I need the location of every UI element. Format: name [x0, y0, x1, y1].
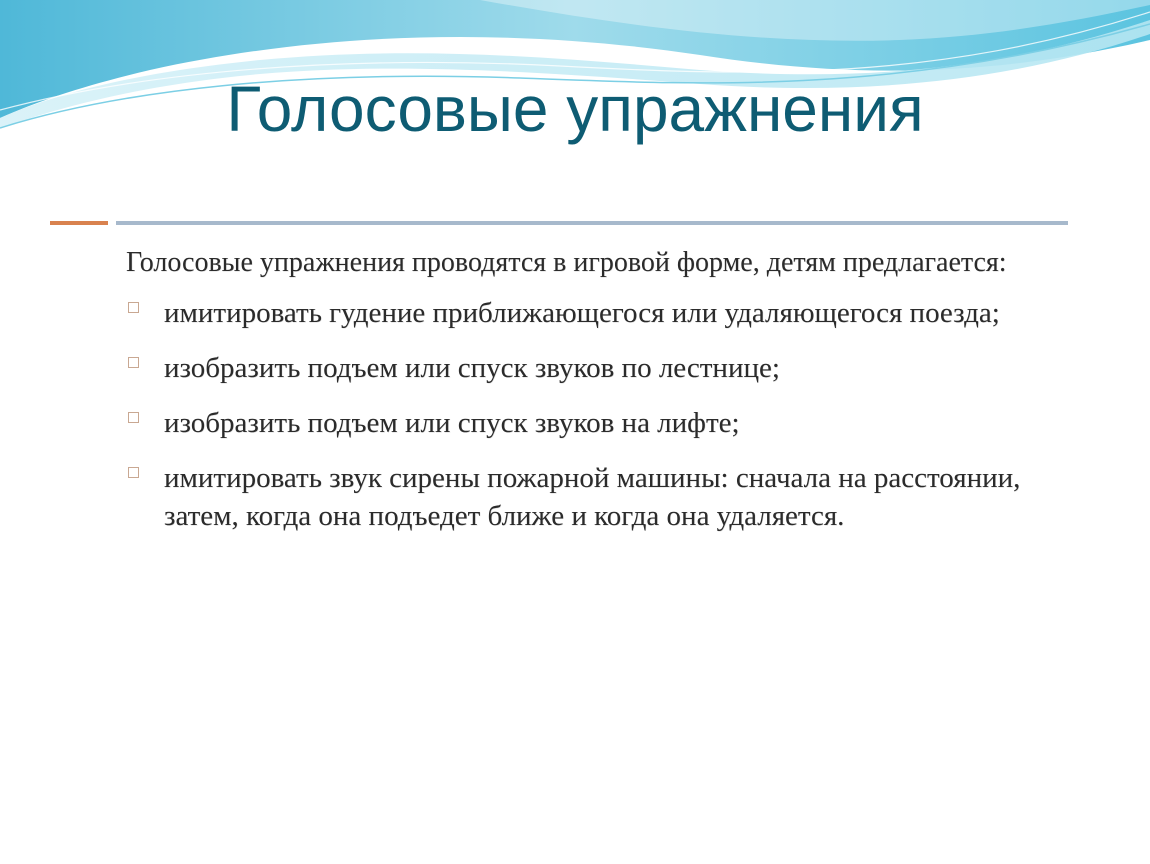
bullet-text: имитировать звук сирены пожарной машины: сначала на расстоянии, затем, когда она подъедет ближе и когда она удаляется. [164, 462, 1021, 532]
bullet-text: изобразить подъем или спуск звуков по лестнице; [164, 352, 780, 384]
square-bullet-icon [128, 302, 139, 313]
square-bullet-icon [128, 357, 139, 368]
square-bullet-icon [128, 467, 139, 478]
bullet-list [126, 294, 1026, 535]
list-item [126, 404, 1026, 442]
intro-text: Голосовые упражнения проводятся в игровой форме, детям предлагается: [126, 247, 1007, 278]
title-rule-accent [50, 221, 108, 225]
bullet-text: изобразить подъем или спуск звуков на лифте; [164, 407, 740, 439]
square-bullet-icon [128, 412, 139, 423]
slide-title: Голосовые упражнения [226, 73, 924, 145]
list-item [126, 294, 1026, 332]
title-rule [116, 221, 1068, 225]
slide-body [126, 244, 1026, 552]
list-item [126, 459, 1026, 535]
bullet-text: имитировать гудение приближающегося или удаляющегося поезда; [164, 297, 1000, 329]
list-item [126, 349, 1026, 387]
